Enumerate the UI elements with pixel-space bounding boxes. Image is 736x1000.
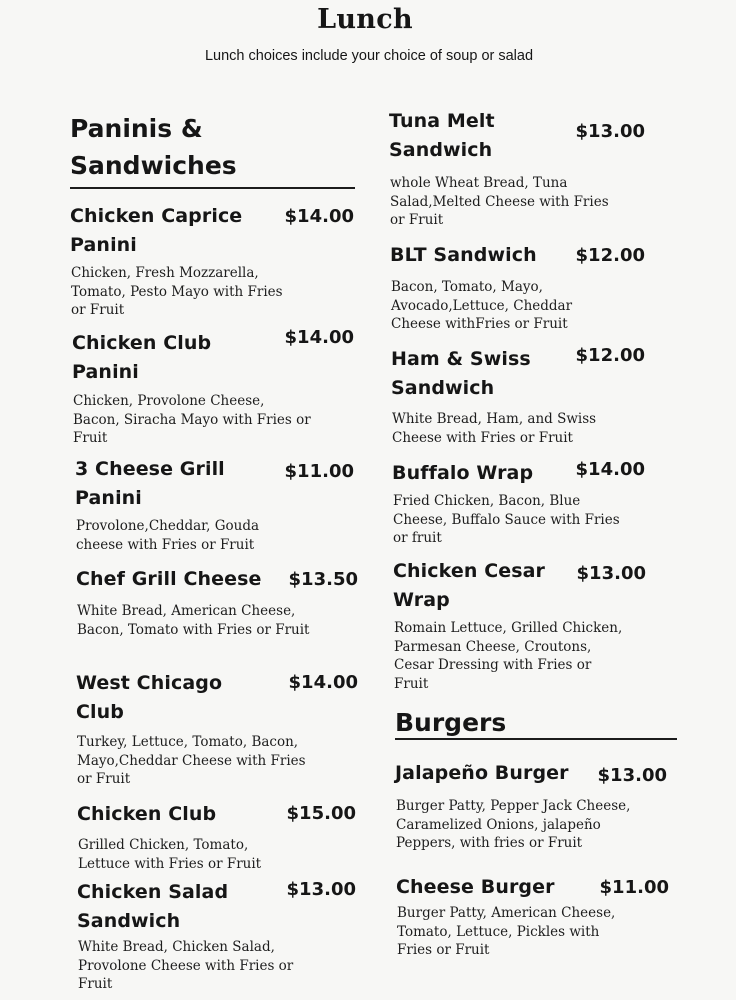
item-name: Chicken Caprice Panini [70, 205, 243, 256]
item-description: Bacon, Tomato, Mayo, Avocado,Lettuce, Cheddar Cheese withFries or Fruit [391, 279, 573, 332]
item-price: $15.00 [286, 803, 356, 824]
item-name: Chicken Club Panini [72, 332, 212, 383]
item-price: $13.00 [576, 563, 646, 584]
item-price: $13.00 [597, 765, 667, 786]
item-description: White Bread, Chicken Salad, Provolone Cheese with Fries or Fruit [78, 939, 294, 992]
item-price: $14.00 [575, 459, 645, 480]
section-heading-burgers: Burgers [395, 708, 507, 737]
item-name: Chicken Cesar Wrap [393, 560, 546, 611]
item-price: $11.00 [284, 461, 354, 482]
item-description: Grilled Chicken, Tomato, Lettuce with Fries or Fruit [78, 837, 262, 872]
item-description: White Bread, Ham, and Swiss Cheese with Fries or Fruit [392, 411, 597, 446]
item-description: Chicken, Provolone Cheese, Bacon, Siracha Mayo with Fries or Fruit [73, 393, 311, 446]
item-price: $13.00 [286, 879, 356, 900]
item-price: $14.00 [288, 672, 358, 693]
item-name: BLT Sandwich [390, 244, 537, 266]
item-name: Buffalo Wrap [392, 462, 534, 484]
section-heading-paninis: Paninis & Sandwiches [70, 114, 237, 180]
item-description: Provolone,Cheddar, Gouda cheese with Fries or Fruit [76, 518, 260, 553]
item-price: $14.00 [284, 327, 354, 348]
item-description: whole Wheat Bread, Tuna Salad,Melted Cheese with Fries or Fruit [390, 175, 609, 228]
item-description: Burger Patty, Pepper Jack Cheese, Caramelized Onions, jalapeño Peppers, with fries or Fruit [396, 798, 631, 851]
item-description: Fried Chicken, Bacon, Blue Cheese, Buffalo Sauce with Fries or fruit [393, 493, 620, 546]
page-subtitle: Lunch choices include your choice of soup or salad [204, 48, 534, 64]
page-title: Lunch [317, 4, 413, 35]
item-price: $11.00 [599, 877, 669, 898]
item-name: Cheese Burger [396, 876, 555, 898]
item-name: Ham & Swiss Sandwich [391, 348, 531, 399]
item-name: Chicken Club [77, 803, 217, 825]
item-name: Tuna Melt Sandwich [389, 110, 495, 161]
item-description: Romain Lettuce, Grilled Chicken, Parmesan Cheese, Croutons, Cesar Dressing with Fries or Fruit [394, 620, 623, 692]
item-price: $13.50 [288, 569, 358, 590]
item-price: $12.00 [575, 345, 645, 366]
section-divider [395, 738, 677, 740]
item-name: West Chicago Club [76, 672, 223, 723]
item-name: Jalapeño Burger [395, 762, 569, 784]
item-name: 3 Cheese Grill Panini [75, 458, 225, 509]
section-divider [70, 187, 355, 189]
item-description: Chicken, Fresh Mozzarella, Tomato, Pesto Mayo with Fries or Fruit [71, 265, 283, 318]
item-price: $13.00 [575, 121, 645, 142]
item-description: Turkey, Lettuce, Tomato, Bacon, Mayo,Cheddar Cheese with Fries or Fruit [77, 734, 306, 787]
item-description: Burger Patty, American Cheese, Tomato, Lettuce, Pickles with Fries or Fruit [397, 905, 616, 958]
item-name: Chicken Salad Sandwich [77, 881, 229, 932]
item-price: $12.00 [575, 245, 645, 266]
item-description: White Bread, American Cheese, Bacon, Tomato with Fries or Fruit [77, 603, 310, 638]
item-price: $14.00 [284, 206, 354, 227]
item-name: Chef Grill Cheese [76, 568, 262, 590]
